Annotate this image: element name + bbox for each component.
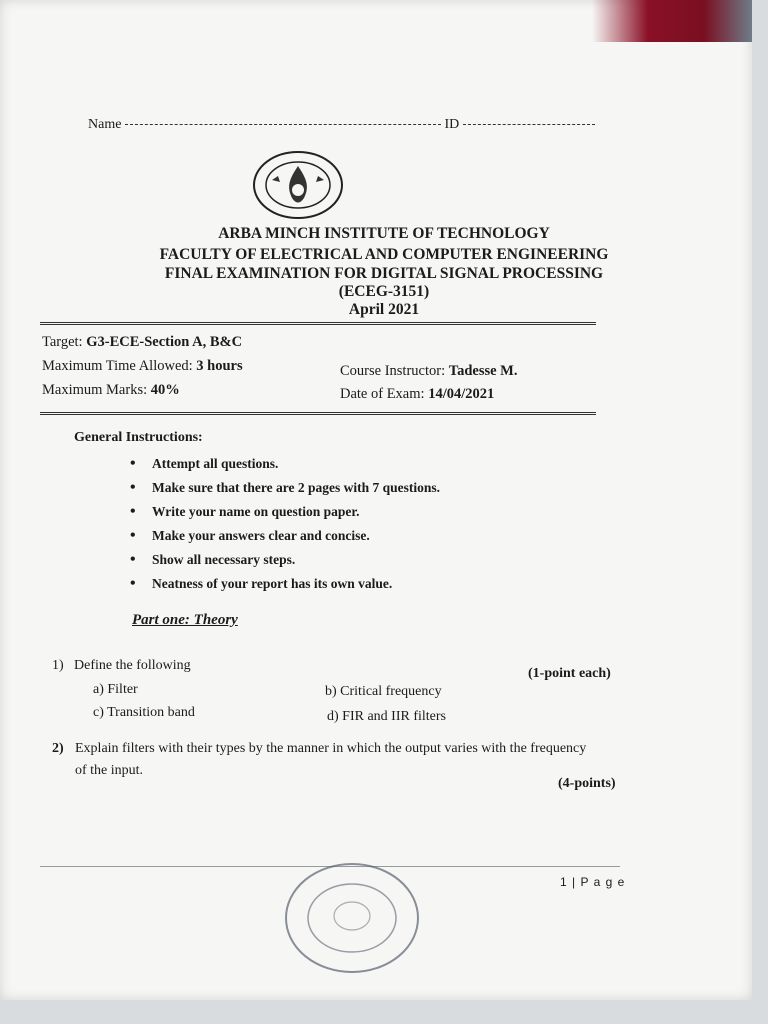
question-2-points: (4-points) — [558, 776, 616, 791]
institute-title: ARBA MINCH INSTITUTE OF TECHNOLOGY — [218, 225, 550, 242]
question-1-text: Define the following — [74, 658, 191, 673]
instruction-item: • Write your name on question paper. — [130, 500, 440, 524]
instructions-title: General Instructions: — [74, 430, 203, 445]
exam-date-value: 14/04/2021 — [428, 386, 495, 402]
name-field-line — [125, 124, 441, 125]
name-id-line — [88, 117, 595, 133]
page-number: 1 | P a g e — [560, 875, 626, 889]
marks-value: 40% — [150, 382, 180, 398]
instruction-item: • Show all necessary steps. — [130, 548, 440, 572]
divider-top — [40, 322, 596, 325]
divider-bottom — [40, 412, 596, 415]
instructor-value: Tadesse M. — [448, 363, 518, 379]
background-edge — [592, 0, 752, 42]
target-label: Target: — [42, 334, 83, 350]
time-label: Maximum Time Allowed: — [42, 358, 193, 374]
question-1b: b) Critical frequency — [325, 684, 442, 699]
id-field-line — [463, 124, 595, 125]
instruction-item: • Attempt all questions. — [130, 452, 440, 476]
faculty-stamp-icon — [282, 858, 422, 978]
target-value: G3-ECE-Section A, B&C — [86, 334, 243, 350]
instruction-item: • Make sure that there are 2 pages with 7 questions. — [130, 476, 440, 500]
university-seal-icon — [252, 150, 344, 220]
exam-title: FINAL EXAMINATION FOR DIGITAL SIGNAL PROCESSING — [164, 265, 604, 282]
time-value: 3 hours — [196, 358, 243, 374]
question-2-text-line1: Explain filters with their types by the manner in which the output varies with the frequency — [75, 741, 587, 756]
exam-month: April 2021 — [348, 301, 420, 318]
marks-label: Maximum Marks: — [42, 382, 148, 398]
instructor-label: Course Instructor: — [340, 363, 446, 379]
question-1-points: (1-point each) — [528, 666, 611, 681]
question-1c: c) Transition band — [93, 705, 195, 720]
exam-date-row — [340, 386, 494, 403]
name-label: Name — [88, 117, 122, 132]
instruction-item: • Make your answers clear and concise. — [130, 524, 440, 548]
question-2-number: 2) — [52, 741, 64, 756]
question-1a: a) Filter — [93, 682, 138, 697]
question-1d: d) FIR and IIR filters — [327, 709, 446, 724]
instructor-row — [340, 363, 517, 380]
course-code: (ECEG-3151) — [338, 283, 430, 300]
instructions-list — [130, 452, 440, 596]
target-row — [42, 334, 242, 351]
question-1-number: 1) — [52, 658, 64, 673]
time-row — [42, 358, 243, 375]
faculty-title: FACULTY OF ELECTRICAL AND COMPUTER ENGINEERING — [159, 246, 609, 263]
instruction-item: • Neatness of your report has its own value. — [130, 572, 440, 596]
question-2-text-line2: of the input. — [75, 763, 144, 778]
id-label: ID — [444, 117, 460, 132]
exam-date-label: Date of Exam: — [340, 386, 425, 402]
marks-row — [42, 382, 180, 399]
part-one-heading: Part one: Theory — [132, 612, 238, 628]
